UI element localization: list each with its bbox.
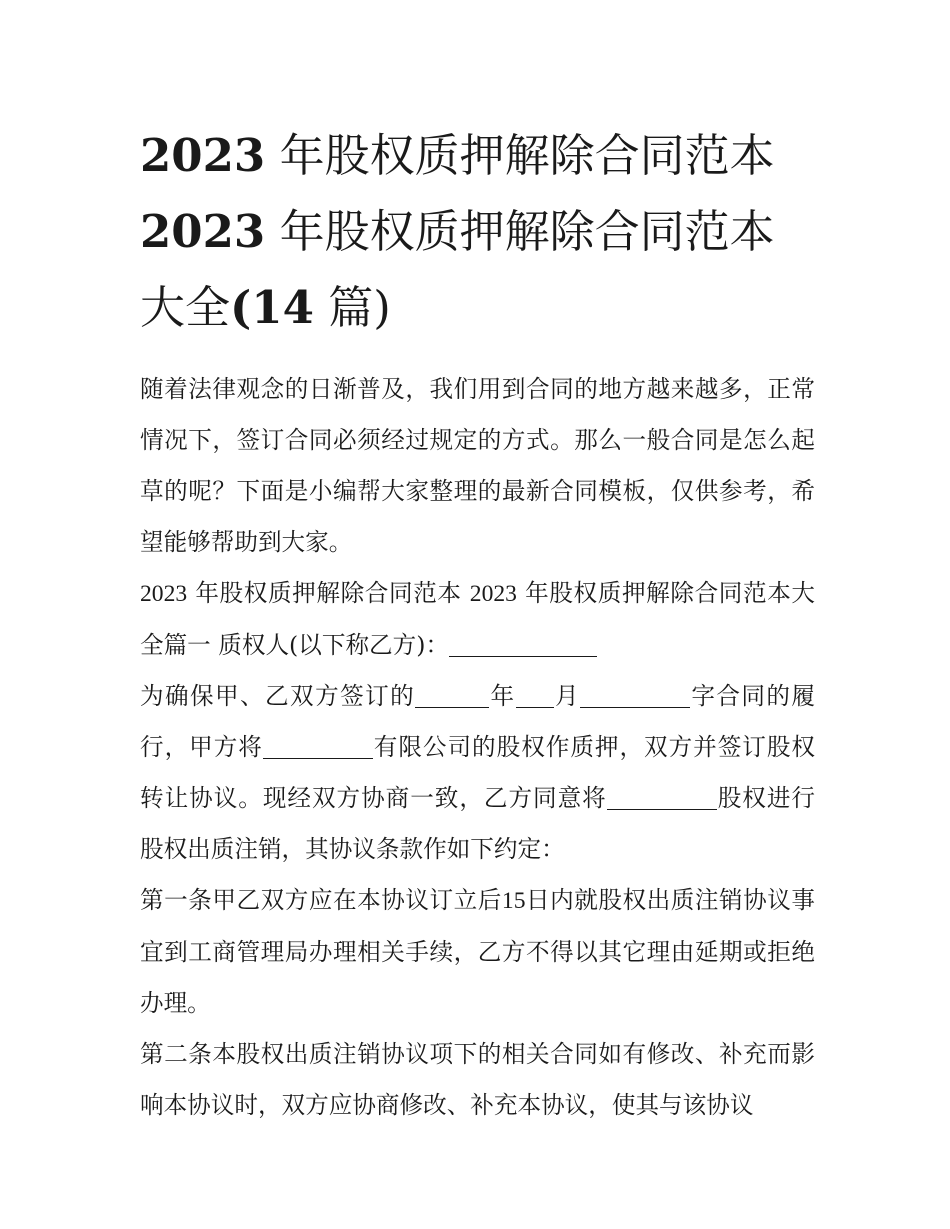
title-text-1: 年股权质押解除合同范本 — [279, 129, 775, 182]
article-2: 第二条本股权出质注销协议项下的相关合同如有修改、补充而影响本协议时，双方应协商修改、补充本协议，使其与该协议 — [140, 1040, 815, 1119]
heading-year-1: 2023 — [140, 581, 188, 607]
article-1-text-1: 第一条甲乙双方应在本协议订立后 — [140, 886, 502, 914]
pledgee-blank — [449, 631, 597, 657]
title-suffix: 篇) — [328, 281, 391, 334]
purpose-text-1: 为确保甲、乙双方签订的 — [140, 682, 416, 710]
purpose-paragraph — [140, 671, 815, 875]
document-title — [140, 118, 815, 346]
month-blank — [516, 682, 554, 708]
purpose-text-2: 年 — [489, 682, 516, 710]
equity-blank — [607, 784, 717, 810]
title-year-1: 2023 — [140, 129, 266, 182]
title-count: (14 — [230, 281, 314, 334]
title-text-2: 年股权质押解除合同范本大全 — [140, 205, 775, 334]
heading-text-2: 年股权质押解除合同范本大全篇一 质权人(以下称乙方)： — [140, 579, 816, 659]
purpose-text-4: 字合同的履行，甲方将 — [140, 682, 816, 761]
article-1-days: 15 — [501, 888, 526, 914]
article-1-text-2: 日内就股权出质注销协议事宜到工商管理局办理相关手续，乙方不得以其它理由延期或拒绝办理。 — [140, 886, 816, 1017]
purpose-text-3: 月 — [553, 682, 580, 710]
article-1 — [140, 875, 815, 1029]
heading-text-1: 年股权质押解除合同范本 — [195, 579, 462, 607]
purpose-text-6: 股权进行股权出质注销，其协议条款作如下约定： — [140, 784, 816, 863]
company-name-blank — [263, 733, 373, 759]
title-year-2: 2023 — [140, 205, 266, 258]
purpose-text-5: 有限公司的股权作质押，双方并签订股权转让协议。现经双方协商一致，乙方同意将 — [140, 733, 816, 812]
document-page — [140, 118, 815, 1131]
year-blank — [415, 682, 489, 708]
contract-number-blank — [580, 682, 690, 708]
intro-paragraph: 随着法律观念的日渐普及，我们用到合同的地方越来越多，正常情况下，签订合同必须经过规定的方式。那么一般合同是怎么起草的呢？下面是小编帮大家整理的最新合同模板，仅供参考，希望能够帮助到大家。 — [140, 375, 815, 556]
section-heading-line — [140, 568, 815, 671]
heading-year-2: 2023 — [469, 581, 517, 607]
